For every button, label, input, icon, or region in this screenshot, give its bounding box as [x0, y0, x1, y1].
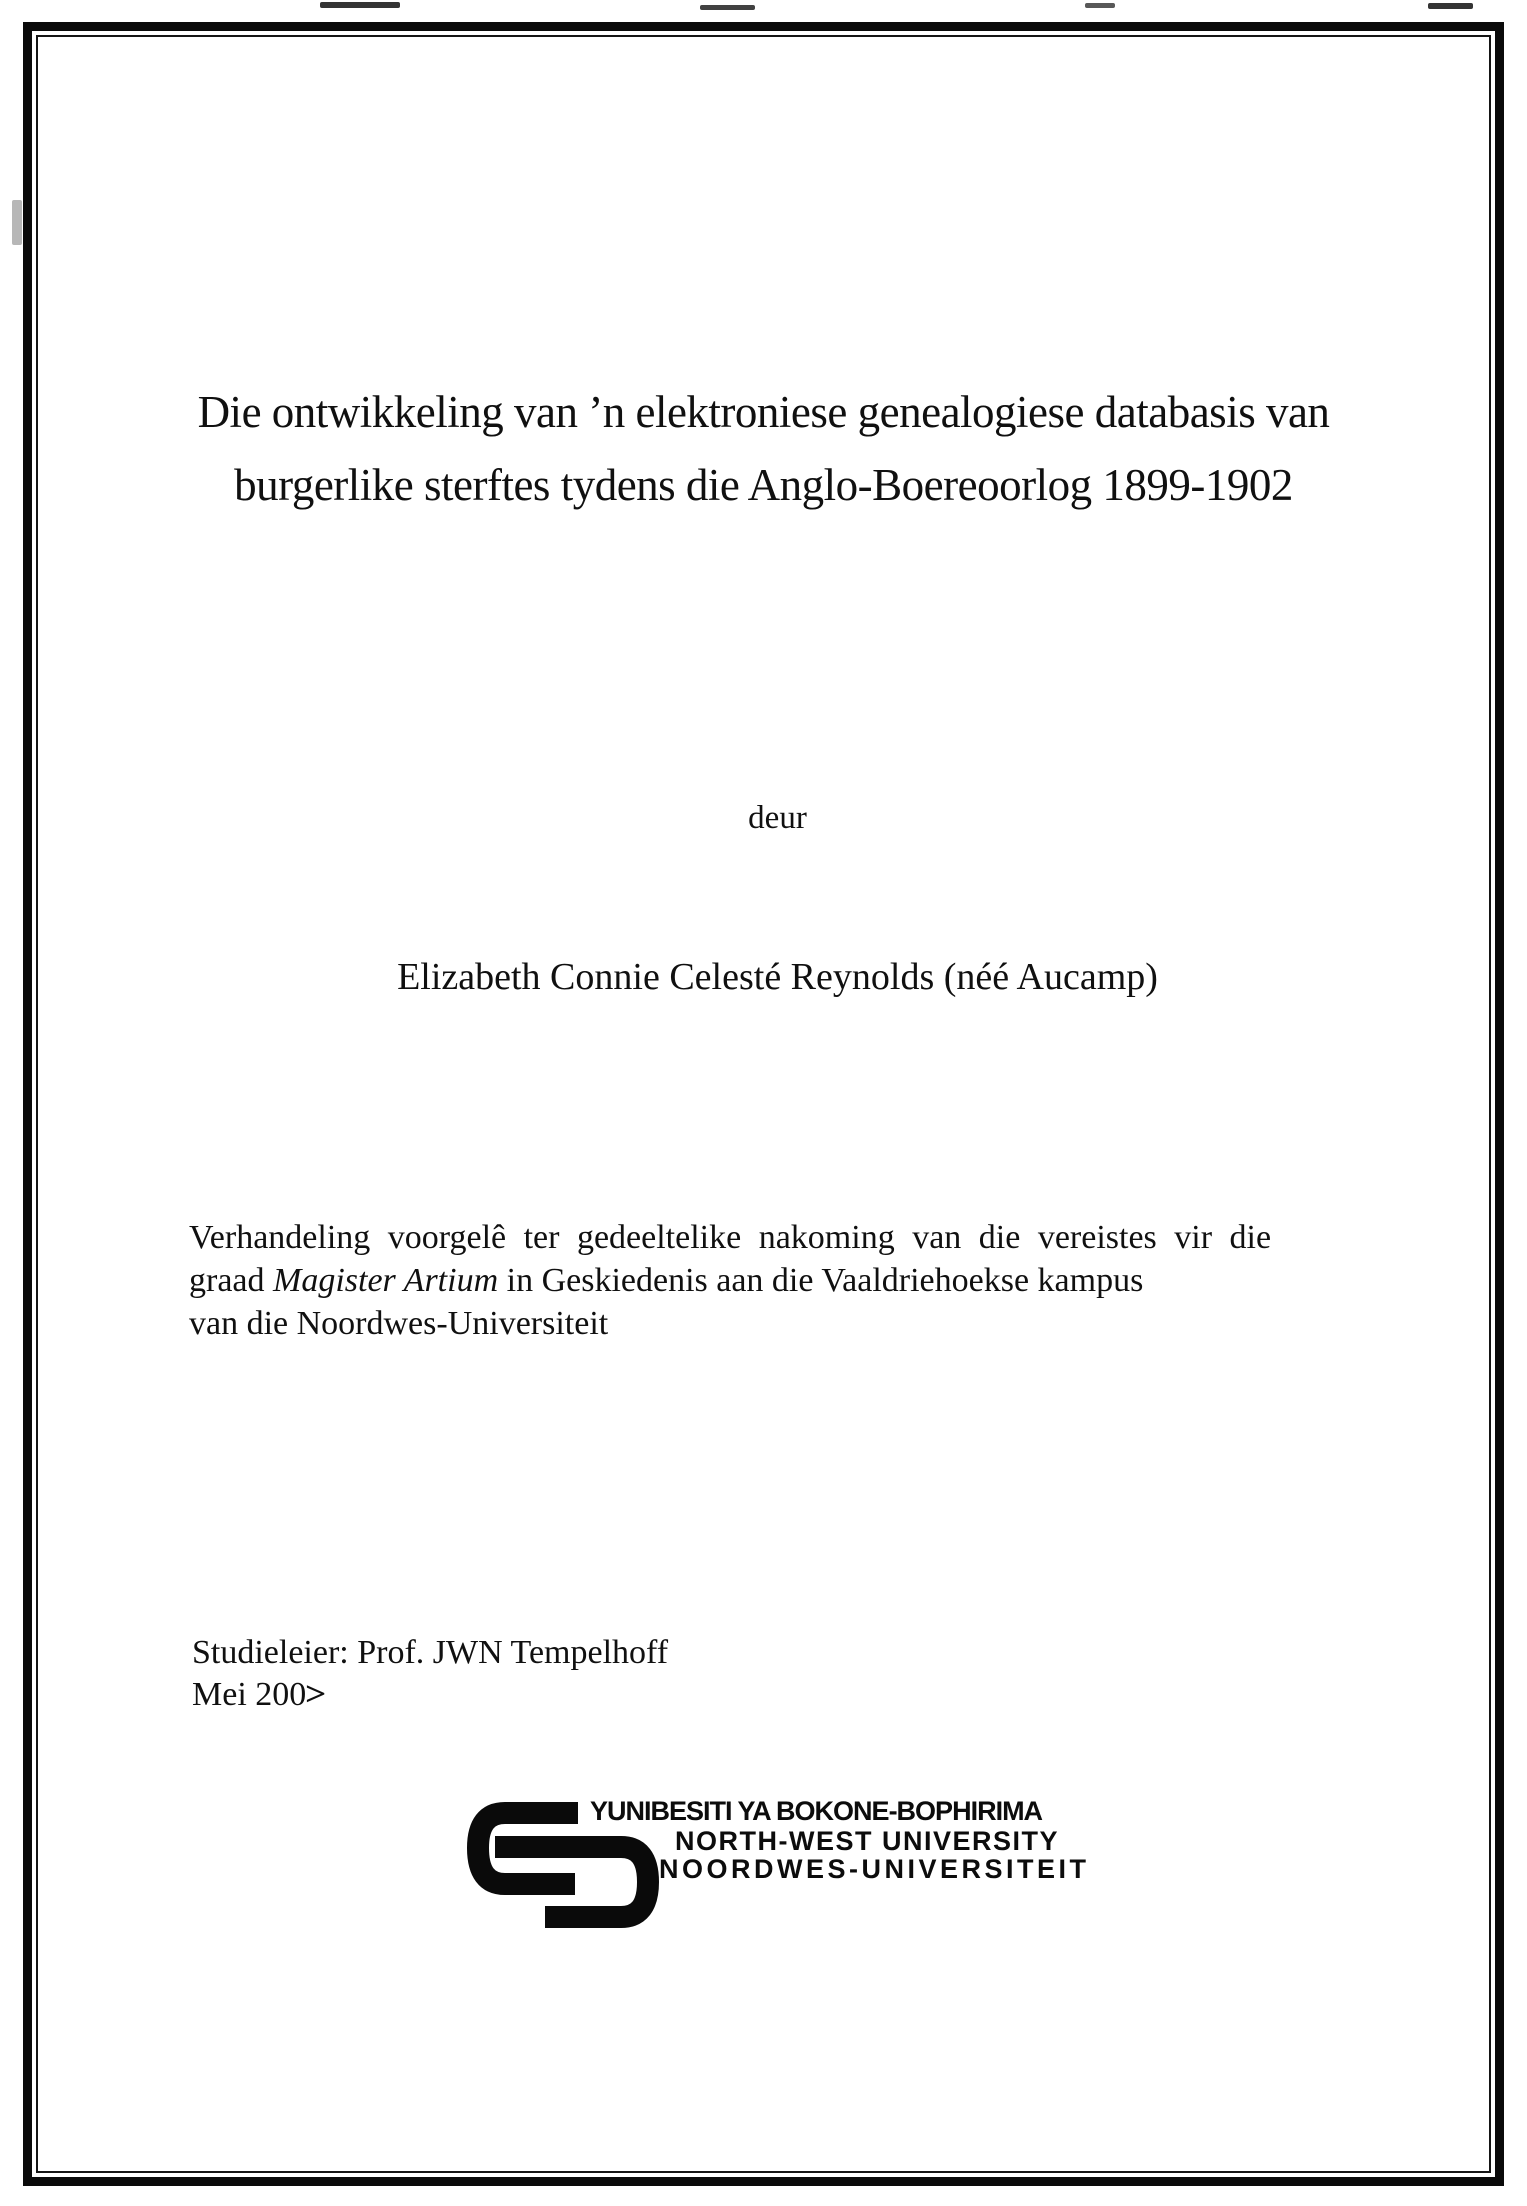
degree-statement: [189, 1216, 1369, 1345]
byline: deur: [748, 800, 807, 836]
statement-line-2: [189, 1259, 1369, 1302]
date-text: Mei 200: [192, 1676, 307, 1713]
degree-name-italic: Magister Artium: [273, 1262, 499, 1299]
date-line: [192, 1674, 668, 1716]
thesis-title: [0, 376, 1527, 522]
date-trailing-glyph: >: [305, 1676, 327, 1713]
statement-line-2-prefix: graad: [189, 1262, 274, 1299]
statement-line-2-suffix: in Geskiedenis aan die Vaaldriehoekse kampus: [498, 1262, 1144, 1299]
title-line-2: burgerlike sterftes tydens die Anglo-Boereoorlog 1899-1902: [234, 460, 1293, 510]
logo-wordmark-line-3: NOORDWES-UNIVERSITEIT: [659, 1854, 1090, 1884]
scan-noise: [320, 2, 400, 8]
title-line-1: Die ontwikkeling van ’n elektroniese genealogiese databasis van: [197, 387, 1330, 437]
logo-wordmark-line-1: YUNIBESITI YA BOKONE-BOPHIRIMA: [590, 1796, 1043, 1826]
author-name: Elizabeth Connie Celesté Reynolds (néé Aucamp): [397, 956, 1158, 998]
statement-line-1: Verhandeling voorgelê ter gedeeltelike nakoming van die vereistes vir die: [189, 1219, 1272, 1256]
scan-noise: [700, 5, 755, 10]
supervisor-block: [192, 1632, 668, 1716]
logo-wordmark-line-2: NORTH-WEST UNIVERSITY: [675, 1826, 1060, 1856]
supervisor-line: Studieleier: Prof. JWN Tempelhoff: [192, 1634, 669, 1671]
scan-noise: [1085, 3, 1115, 8]
scan-noise: [1428, 3, 1473, 9]
scan-noise: [12, 200, 22, 245]
statement-line-3: van die Noordwes-Universiteit: [189, 1305, 609, 1342]
